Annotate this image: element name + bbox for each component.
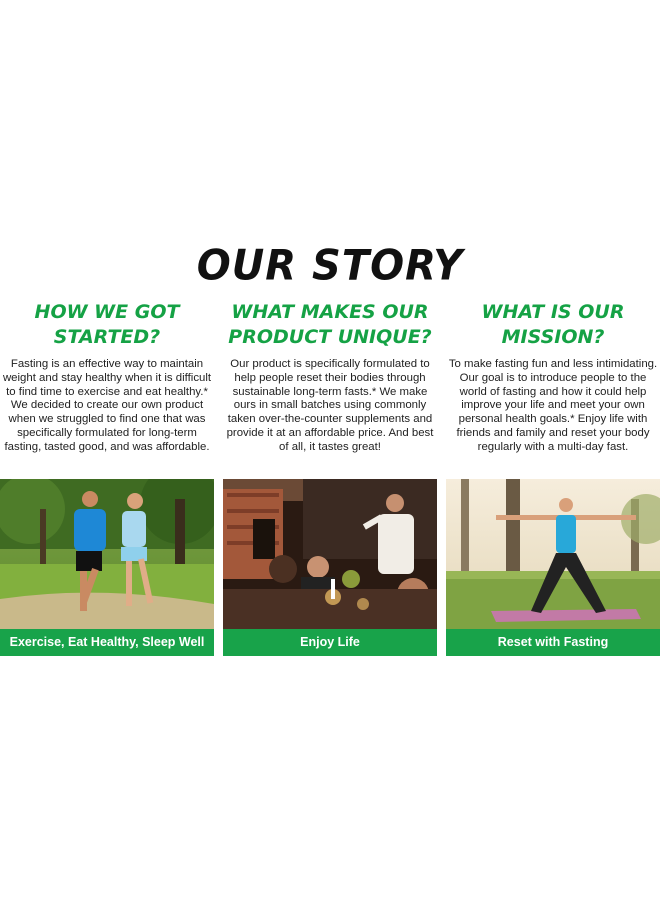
heading-line-1: HOW WE GOT bbox=[34, 301, 180, 323]
column-heading bbox=[223, 300, 437, 354]
caption-exercise: Exercise, Eat Healthy, Sleep Well bbox=[0, 629, 214, 656]
column-body: Fasting is an effective way to maintain weight and stay healthy when it is difficult to find time to exercise and eat healthy.* We decided to create our own product when we struggled to find one that was specifically formulated for long-term fasting, tasted good, and was affordable. bbox=[2, 358, 212, 453]
heading-line-1: WHAT MAKES OUR bbox=[231, 301, 429, 323]
photo-running-couple bbox=[0, 479, 214, 629]
caption-enjoy-life: Enjoy Life bbox=[223, 629, 437, 656]
column-heading bbox=[446, 300, 660, 354]
main-title: OUR STORY bbox=[196, 241, 464, 291]
photo-yoga-park bbox=[446, 479, 660, 629]
column-body: To make fasting fun and less intimidating. Our goal is to introduce people to the world of fasting and how it could help improve your life and meet your own personal health goals.* Enjoy life with friends and family and reset your body regularly with a multi-day fast. bbox=[448, 358, 658, 453]
photo-dinner-party bbox=[223, 479, 437, 629]
story-column-unique bbox=[223, 300, 437, 455]
heading-line-2: STARTED? bbox=[53, 326, 161, 348]
story-column-started bbox=[0, 300, 214, 455]
caption-reset-fasting: Reset with Fasting bbox=[446, 629, 660, 656]
column-body: Our product is specifically formulated to help people reset their bodies through sustainable long-term fasts.* We make ours in small batches using commonly taken over-the-counter supplements and provide it at an affordable price. And best of all, it tastes great! bbox=[226, 358, 434, 453]
heading-line-2: PRODUCT UNIQUE? bbox=[228, 326, 432, 348]
heading-line-2: MISSION? bbox=[501, 326, 605, 348]
heading-line-1: WHAT IS OUR bbox=[481, 301, 625, 323]
story-column-mission bbox=[446, 300, 660, 455]
column-heading bbox=[0, 300, 214, 354]
